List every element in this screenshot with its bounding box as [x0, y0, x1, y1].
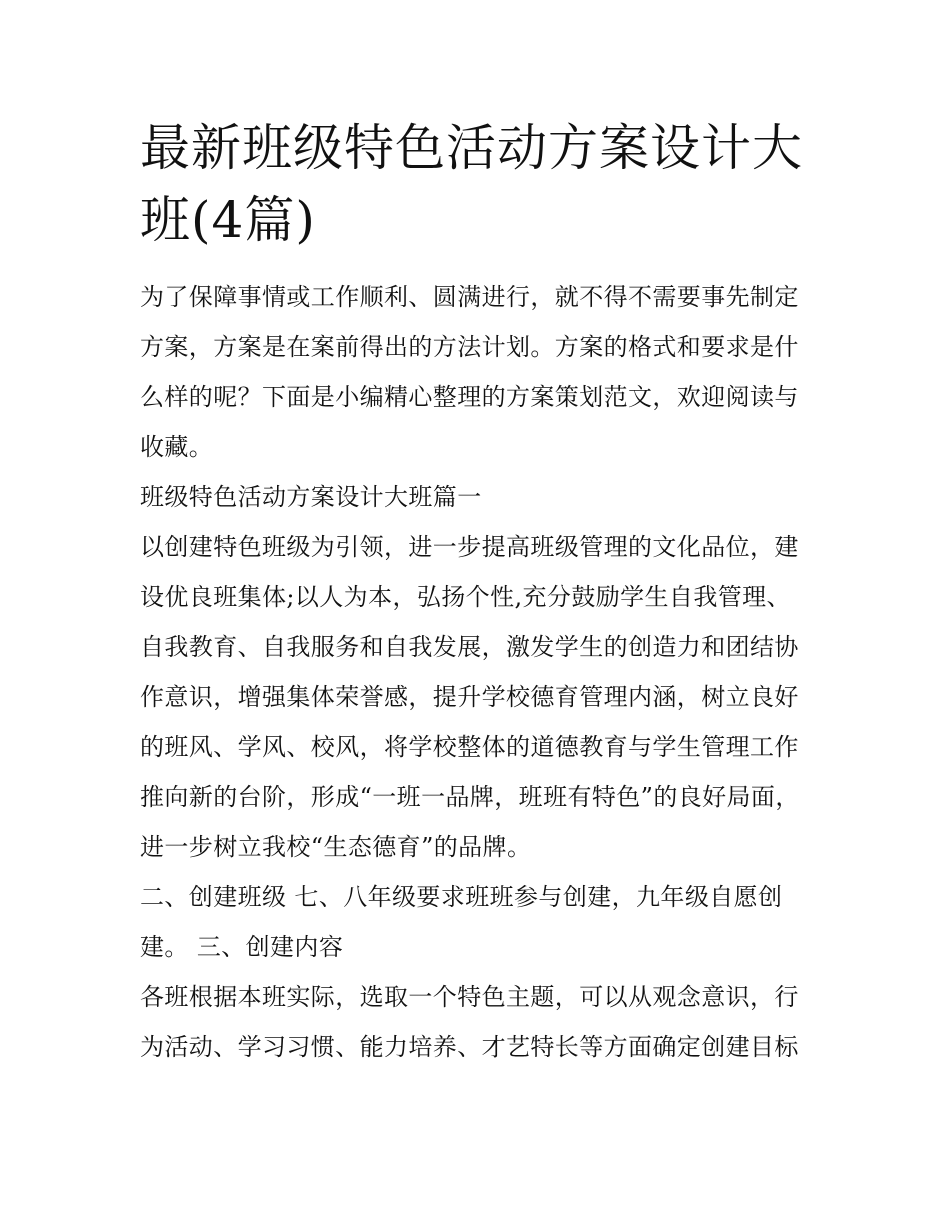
body-paragraph-3: 各班根据本班实际，选取一个特色主题，可以从观念意识，行为活动、学习习惯、能力培养、才艺特长等方面确定创建目标	[140, 983, 799, 1061]
body-paragraph-2: 二、创建班级 七、八年级要求班班参与创建，九年级自愿创建。 三、创建内容	[140, 883, 783, 961]
section-heading: 班级特色活动方案设计大班篇一	[140, 483, 482, 511]
intro-paragraph: 为了保障事情或工作顺利、圆满进行，就不得不需要事先制定方案，方案是在案前得出的方法计划。方案的格式和要求是什么样的呢？下面是小编精心整理的方案策划范文，欢迎阅读与收藏。	[140, 283, 799, 461]
body-paragraph-1: 以创建特色班级为引领，进一步提高班级管理的文化品位，建设优良班集体;以人为本，弘扬个性,充分鼓励学生自我管理、自我教育、自我服务和自我发展，激发学生的创造力和团结协作意识，增强集体荣誉感，提升学校德育管理内涵，树立良好的班风、学风、校风，将学校整体的道德教育与学生管理工作推向新的台阶，形成“一班一品牌，班班有特色”的良好局面，进一步树立我校“生态德育”的品牌。	[140, 533, 800, 861]
document-page	[140, 112, 815, 1072]
document-title: 最新班级特色活动方案设计大班(4篇)	[140, 119, 803, 249]
